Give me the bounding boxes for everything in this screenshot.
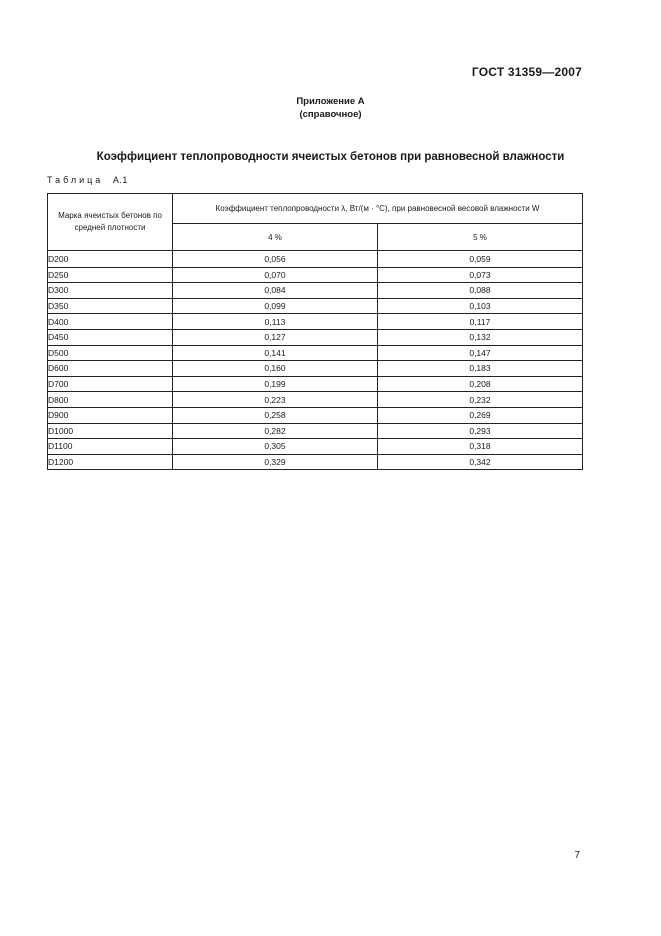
grade-cell: D1000 (48, 423, 173, 439)
value-cell-4: 0,084 (173, 283, 378, 299)
annex-heading (0, 95, 661, 121)
table-caption-number: А.1 (112, 175, 128, 185)
value-cell-5: 0,342 (377, 454, 582, 470)
value-cell-4: 0,258 (173, 407, 378, 423)
value-cell-4: 0,141 (173, 345, 378, 361)
value-cell-4: 0,329 (173, 454, 378, 470)
value-cell-5: 0,318 (377, 439, 582, 455)
table-row (48, 361, 583, 377)
grade-cell: D1100 (48, 439, 173, 455)
value-cell-5: 0,088 (377, 283, 582, 299)
value-cell-4: 0,199 (173, 376, 378, 392)
value-cell-4: 0,056 (173, 251, 378, 268)
table-row (48, 329, 583, 345)
table-row (48, 267, 583, 283)
table-row (48, 407, 583, 423)
table-row (48, 345, 583, 361)
value-cell-5: 0,132 (377, 329, 582, 345)
table-row (48, 298, 583, 314)
header-grade: Марка ячеистых бетонов по средней плотности (48, 194, 173, 251)
grade-cell: D350 (48, 298, 173, 314)
grade-cell: D700 (48, 376, 173, 392)
table-row (48, 283, 583, 299)
header-moisture-4: 4 % (173, 224, 378, 251)
grade-cell: D800 (48, 392, 173, 408)
value-cell-5: 0,293 (377, 423, 582, 439)
table-row (48, 454, 583, 470)
grade-cell: D300 (48, 283, 173, 299)
table-caption-label: Таблица (47, 175, 104, 185)
value-cell-4: 0,070 (173, 267, 378, 283)
table-row (48, 376, 583, 392)
value-cell-5: 0,059 (377, 251, 582, 268)
table-row (48, 392, 583, 408)
value-cell-4: 0,160 (173, 361, 378, 377)
grade-cell: D250 (48, 267, 173, 283)
value-cell-4: 0,127 (173, 329, 378, 345)
value-cell-4: 0,113 (173, 314, 378, 330)
header-conductivity: Коэффициент теплопроводности λ, Вт/(м · °С), при равновесной весовой влажности W (173, 194, 583, 224)
value-cell-5: 0,103 (377, 298, 582, 314)
table-row (48, 251, 583, 268)
value-cell-5: 0,073 (377, 267, 582, 283)
value-cell-5: 0,269 (377, 407, 582, 423)
value-cell-5: 0,208 (377, 376, 582, 392)
annex-title: Приложение А (296, 96, 365, 107)
table-row (48, 439, 583, 455)
table-row (48, 314, 583, 330)
table-row (48, 423, 583, 439)
annex-kind: (справочное) (299, 109, 362, 120)
grade-cell: D1200 (48, 454, 173, 470)
value-cell-5: 0,232 (377, 392, 582, 408)
grade-cell: D600 (48, 361, 173, 377)
header-moisture-5: 5 % (377, 224, 582, 251)
standard-id: ГОСТ 31359—2007 (471, 65, 582, 79)
grade-cell: D400 (48, 314, 173, 330)
page-number: 7 (574, 850, 580, 861)
value-cell-5: 0,117 (377, 314, 582, 330)
table-caption (47, 175, 128, 185)
grade-cell: D200 (48, 251, 173, 268)
value-cell-4: 0,305 (173, 439, 378, 455)
grade-cell: D450 (48, 329, 173, 345)
thermal-conductivity-table (47, 193, 583, 470)
value-cell-4: 0,099 (173, 298, 378, 314)
value-cell-4: 0,223 (173, 392, 378, 408)
value-cell-4: 0,282 (173, 423, 378, 439)
grade-cell: D900 (48, 407, 173, 423)
value-cell-5: 0,183 (377, 361, 582, 377)
value-cell-5: 0,147 (377, 345, 582, 361)
grade-cell: D500 (48, 345, 173, 361)
document-title: Коэффициент теплопроводности ячеистых бетонов при равновесной влажности (96, 151, 565, 163)
